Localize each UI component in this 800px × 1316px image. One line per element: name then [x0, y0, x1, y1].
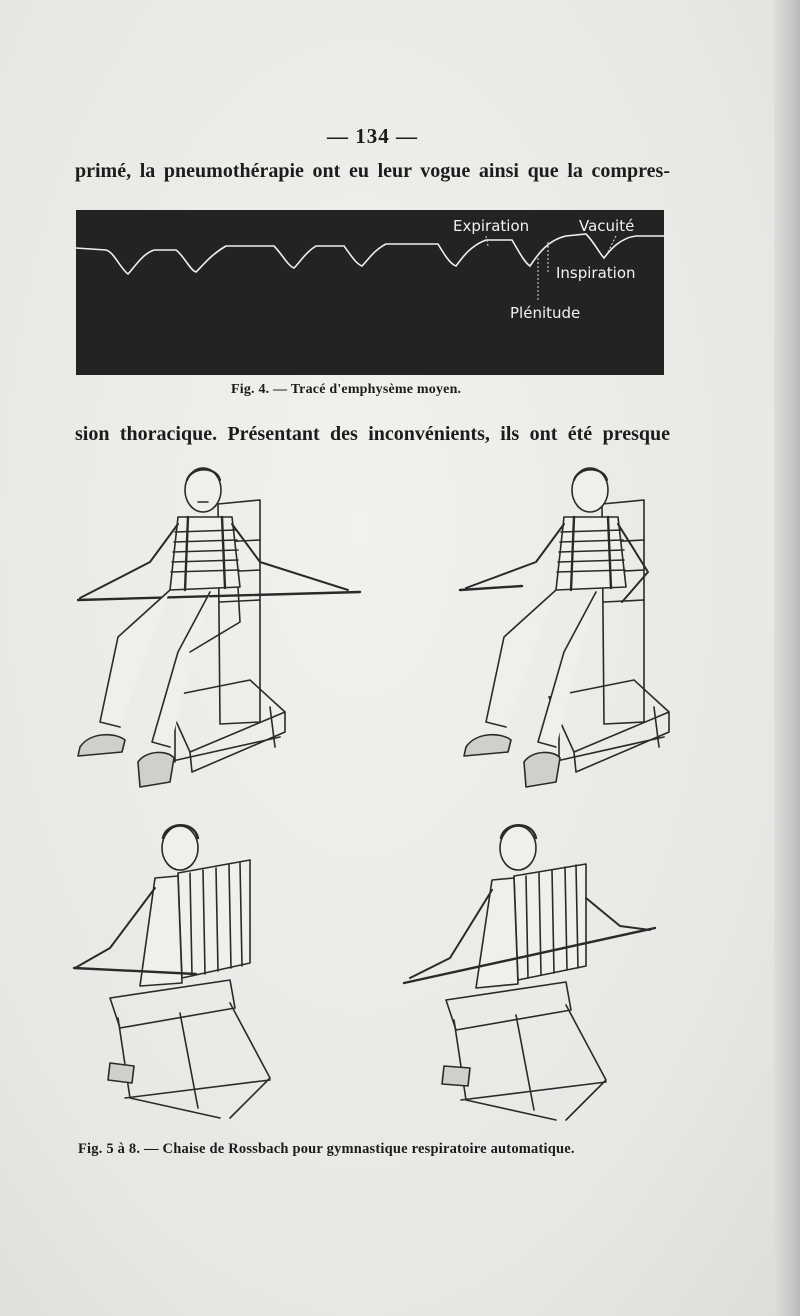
paragraph-line-1: primé, la pneumothérapie ont eu leur vogue ainsi que la compres- [75, 160, 670, 182]
page-gutter-shadow [774, 0, 800, 1316]
figure-5-front-arms-extended [70, 462, 370, 797]
figures-5-8-caption: Fig. 5 à 8. — Chaise de Rossbach pour gymnastique respiratoire automatique. [78, 1141, 575, 1157]
paragraph-line-2: sion thoracique. Présentant des inconvénients, ils ont été presque [75, 423, 670, 445]
trace-svg [76, 210, 664, 375]
page-number: — 134 — [327, 124, 418, 148]
label-vacuite: Vacuité [579, 217, 635, 235]
figure-7-back-view-left [70, 818, 360, 1128]
respiratory-trace-figure [76, 210, 664, 375]
label-expiration: Expiration [453, 217, 530, 235]
label-plenitude: Plénitude [510, 304, 581, 322]
figure-4-caption: Fig. 4. — Tracé d'emphysème moyen. [231, 382, 462, 397]
label-inspiration: Inspiration [556, 264, 636, 282]
figure-6-front-arms-lowered [452, 462, 752, 797]
figure-8-back-view-right [400, 818, 690, 1128]
